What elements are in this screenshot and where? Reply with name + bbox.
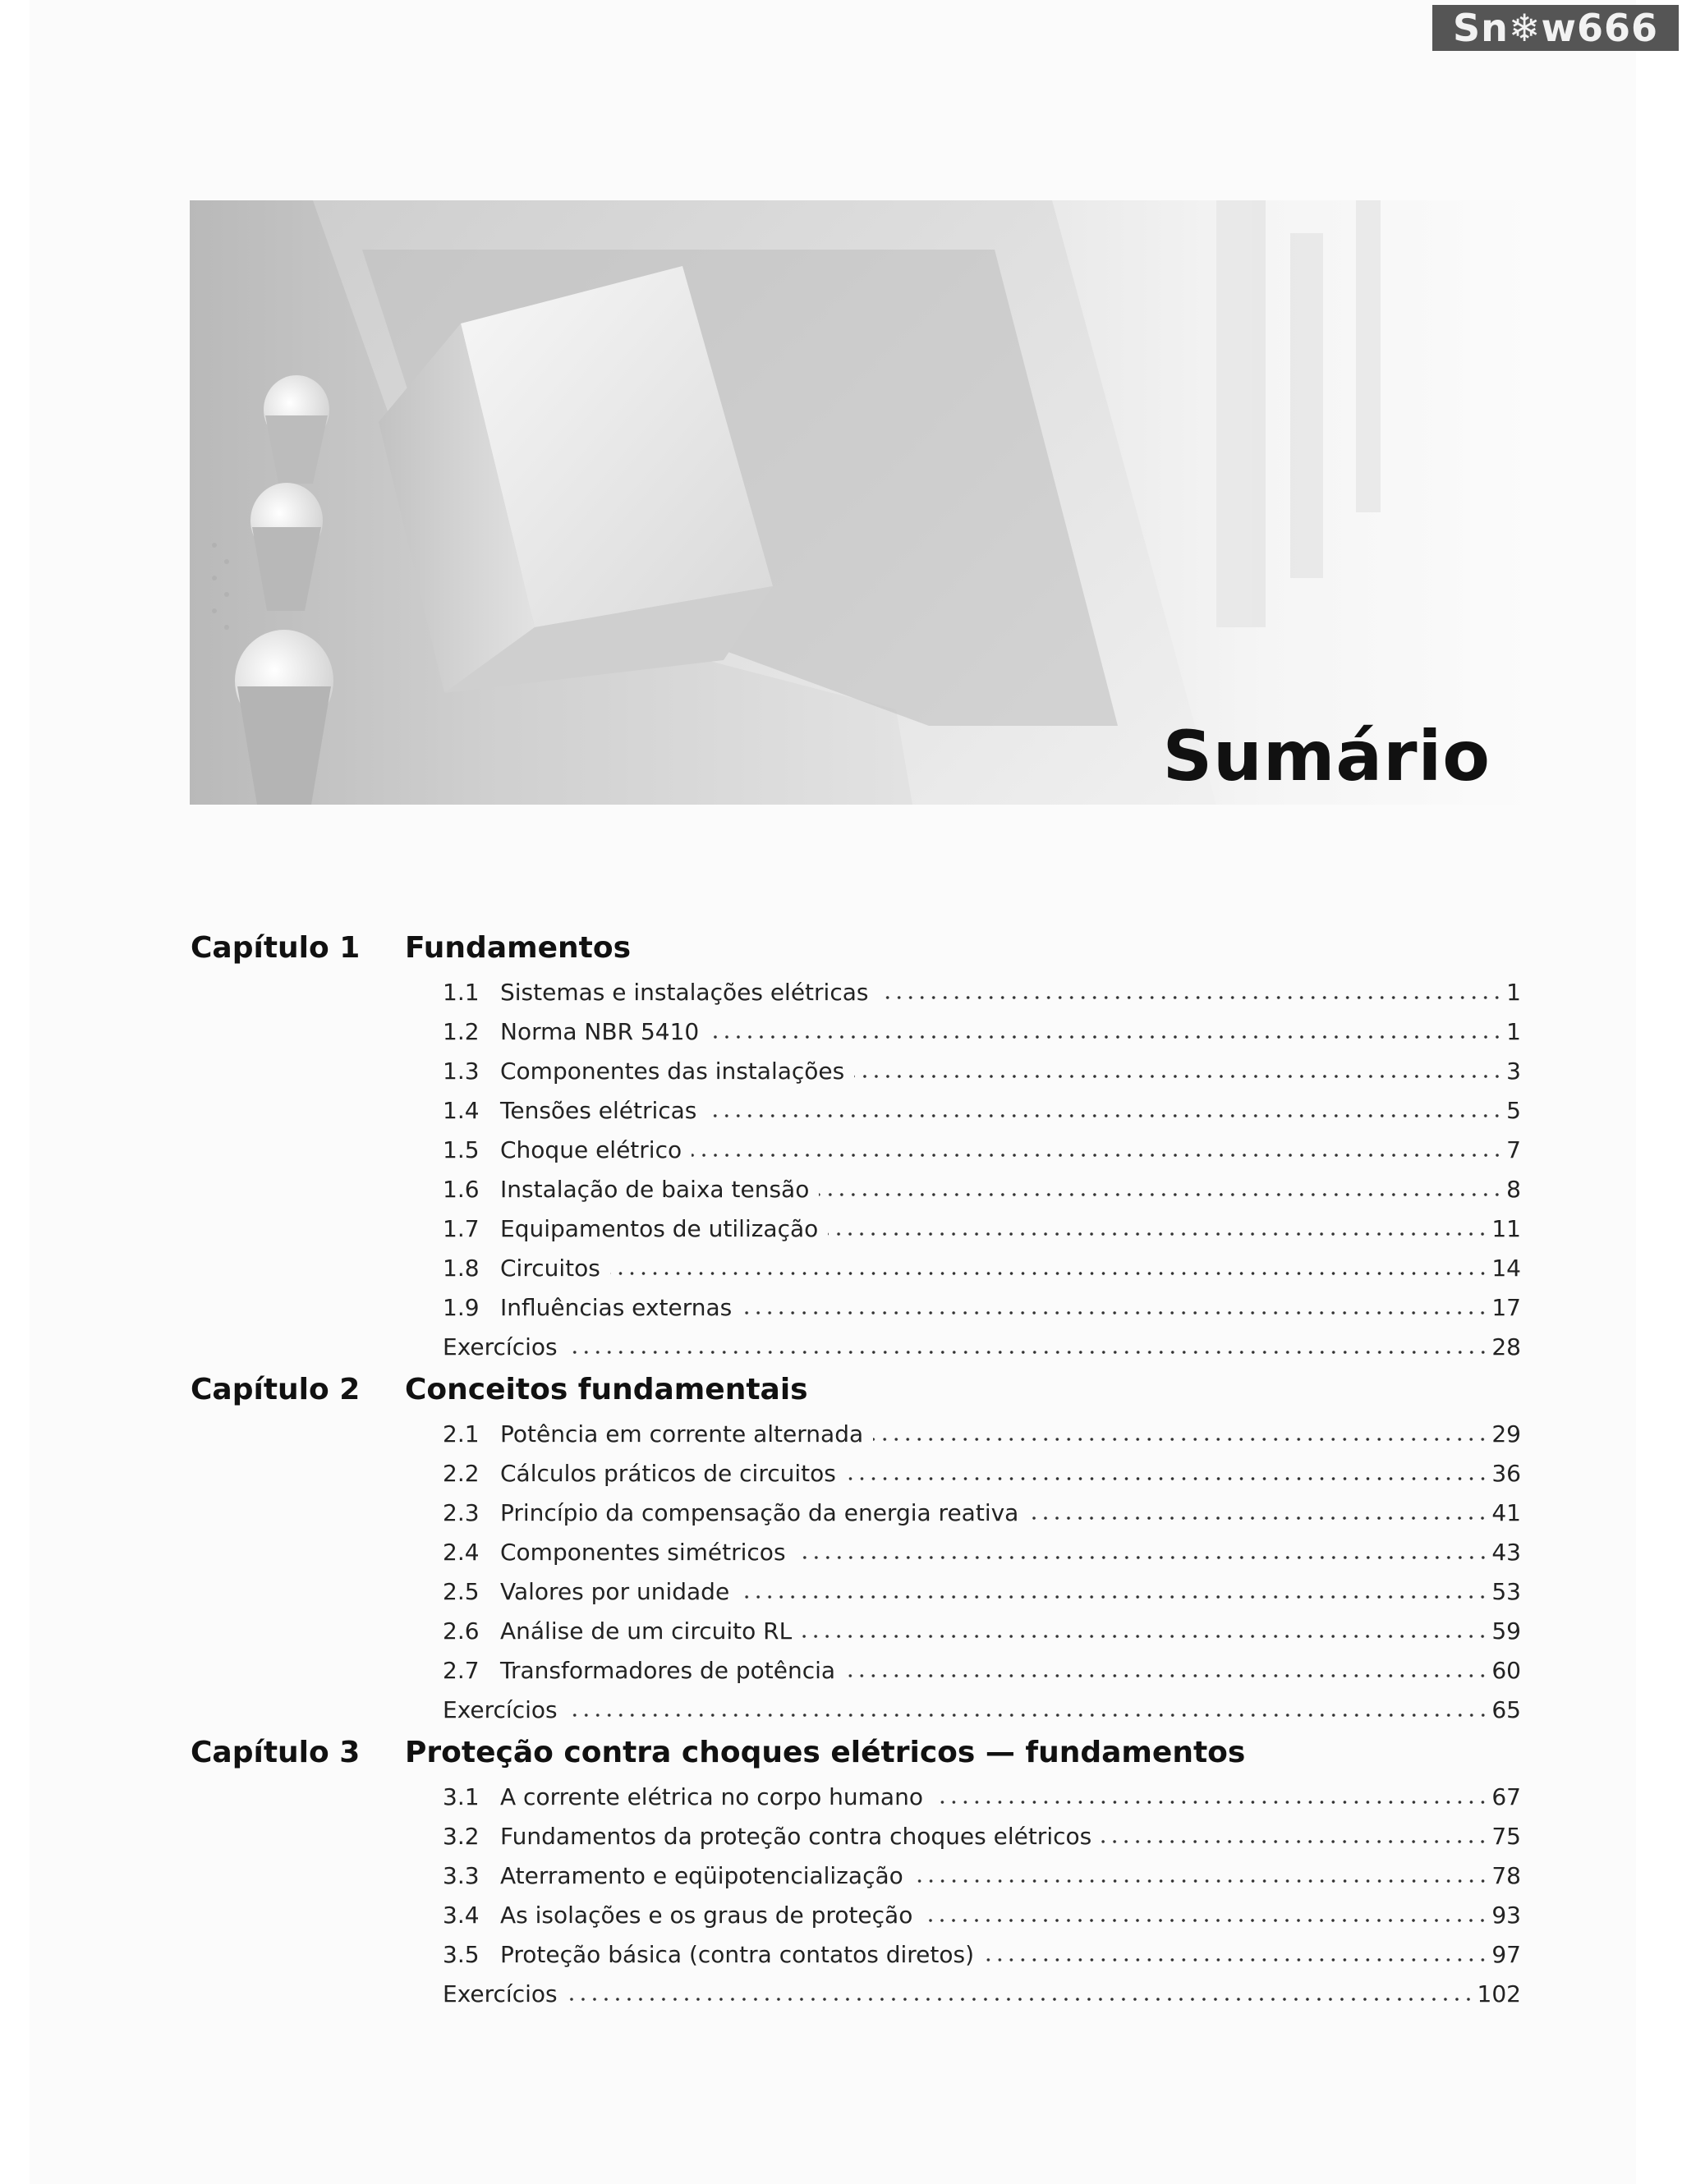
toc-entry[interactable]: [443, 1611, 1521, 1650]
dot-leader: [739, 1595, 1488, 1599]
toc-entry[interactable]: [443, 1777, 1521, 1816]
dot-leader: [610, 1272, 1489, 1275]
entry-title: Sistemas e instalações elétricas: [500, 978, 869, 1006]
dot-leader: [802, 1635, 1488, 1638]
toc-entry[interactable]: [443, 1169, 1521, 1209]
toc-entry-exercises[interactable]: [443, 1690, 1521, 1729]
entry-number: 1.4: [443, 1096, 480, 1124]
entry-page: 60: [1491, 1656, 1521, 1684]
toc-entry[interactable]: [443, 1571, 1521, 1611]
entry-page: 43: [1491, 1538, 1521, 1566]
entry-number: 2.6: [443, 1617, 480, 1645]
entry-title: Tensões elétricas: [500, 1096, 697, 1124]
entry-page: 1: [1506, 1017, 1521, 1045]
toc-entry[interactable]: [443, 1934, 1521, 1974]
entry-number: 2.2: [443, 1459, 480, 1487]
toc-entry[interactable]: [443, 1130, 1521, 1169]
entry-page: 1: [1506, 978, 1521, 1006]
dot-leader: [854, 1075, 1503, 1078]
toc-entry[interactable]: [443, 1287, 1521, 1327]
toc-entry[interactable]: [443, 1453, 1521, 1493]
entry-number: 1.7: [443, 1214, 480, 1242]
dot-leader: [568, 1351, 1489, 1354]
entry-page: 36: [1491, 1459, 1521, 1487]
dot-leader: [873, 1438, 1488, 1441]
entry-page: 102: [1477, 1980, 1521, 2007]
chapter-label: Capítulo 3: [191, 1736, 361, 1769]
dot-leader: [819, 1193, 1503, 1196]
entry-number: 1.5: [443, 1136, 480, 1163]
entry-number: 3.4: [443, 1901, 480, 1929]
dot-leader: [1028, 1516, 1488, 1520]
entry-page: 97: [1491, 1940, 1521, 1968]
entry-number: 1.8: [443, 1254, 480, 1282]
dot-leader: [984, 1958, 1488, 1961]
dot-leader: [706, 1114, 1503, 1117]
dot-leader: [742, 1311, 1488, 1315]
toc-entry[interactable]: [443, 1414, 1521, 1453]
toc-entry[interactable]: [443, 1532, 1521, 1571]
entry-number: 1.6: [443, 1175, 480, 1203]
toc-entry[interactable]: [443, 1209, 1521, 1248]
chapter-banner: [190, 200, 1533, 805]
entry-title: Exercícios: [443, 1333, 558, 1360]
entry-page: 29: [1491, 1420, 1521, 1448]
entry-page: 41: [1491, 1498, 1521, 1526]
chapter-label: Capítulo 2: [191, 1373, 361, 1406]
entry-title: Influências externas: [500, 1293, 733, 1321]
entry-page: 75: [1491, 1822, 1521, 1850]
entry-title: Valores por unidade: [500, 1577, 730, 1605]
dot-leader: [796, 1556, 1489, 1559]
entry-number: 3.2: [443, 1822, 480, 1850]
toc-entry[interactable]: [443, 1012, 1521, 1051]
dot-leader: [913, 1879, 1489, 1883]
dot-leader: [709, 1035, 1503, 1039]
watermark-logo: Sn❄w666: [1432, 5, 1679, 51]
entry-page: 65: [1491, 1695, 1521, 1723]
entry-title: As isolações e os graus de proteção: [500, 1901, 913, 1929]
table-of-contents: [191, 925, 1521, 2013]
chapter-label: Capítulo 1: [191, 931, 361, 965]
entry-title: Componentes simétricos: [500, 1538, 786, 1566]
entry-number: 3.1: [443, 1783, 480, 1810]
entry-page: 67: [1491, 1783, 1521, 1810]
entry-number: 3.5: [443, 1940, 480, 1968]
chapter-title: Proteção contra choques elétricos — fundamentos: [405, 1736, 1246, 1769]
chapter-1: [191, 925, 1521, 1366]
entry-number: 1.1: [443, 978, 480, 1006]
entry-number: 2.5: [443, 1577, 480, 1605]
entry-number: 2.7: [443, 1656, 480, 1684]
banner-illustration: [190, 200, 1533, 805]
toc-entry-exercises[interactable]: [443, 1974, 1521, 2013]
chapter-2: [191, 1366, 1521, 1729]
entry-page: 11: [1491, 1214, 1521, 1242]
entry-page: 28: [1491, 1333, 1521, 1360]
entry-page: 78: [1491, 1861, 1521, 1889]
entry-page: 93: [1491, 1901, 1521, 1929]
toc-entry[interactable]: [443, 1650, 1521, 1690]
entry-title: Transformadores de potência: [500, 1656, 836, 1684]
toc-entry[interactable]: [443, 1895, 1521, 1934]
chapter-heading: [191, 1366, 1521, 1414]
entry-page: 5: [1506, 1096, 1521, 1124]
entry-title: Instalação de baixa tensão: [500, 1175, 810, 1203]
toc-entry[interactable]: [443, 1816, 1521, 1856]
toc-entry[interactable]: [443, 1051, 1521, 1090]
entry-title: Princípio da compensação da energia reativa: [500, 1498, 1019, 1526]
entry-title: Aterramento e eqüipotencialização: [500, 1861, 903, 1889]
dot-leader: [846, 1477, 1489, 1480]
toc-entry[interactable]: [443, 1856, 1521, 1895]
dot-leader: [878, 996, 1503, 999]
entry-number: 2.1: [443, 1420, 480, 1448]
dot-leader: [828, 1232, 1488, 1236]
entry-page: 14: [1491, 1254, 1521, 1282]
entry-title: Circuitos: [500, 1254, 600, 1282]
entry-title: Potência em corrente alternada: [500, 1420, 864, 1448]
page-title: Sumário: [1162, 716, 1491, 796]
entry-number: 3.3: [443, 1861, 480, 1889]
toc-entry[interactable]: [443, 1248, 1521, 1287]
entry-number: 1.3: [443, 1057, 480, 1085]
dot-leader: [568, 1998, 1474, 2001]
entry-title: Exercícios: [443, 1695, 558, 1723]
entry-title: Componentes das instalações: [500, 1057, 845, 1085]
entry-page: 3: [1506, 1057, 1521, 1085]
toc-entry-exercises[interactable]: [443, 1327, 1521, 1366]
dot-leader: [922, 1919, 1488, 1922]
entry-title: Proteção básica (contra contatos diretos): [500, 1940, 975, 1968]
entry-title: Equipamentos de utilização: [500, 1214, 819, 1242]
entry-page: 53: [1491, 1577, 1521, 1605]
entry-title: Choque elétrico: [500, 1136, 682, 1163]
entry-page: 7: [1506, 1136, 1521, 1163]
entry-title: Cálculos práticos de circuitos: [500, 1459, 836, 1487]
entry-number: 2.3: [443, 1498, 480, 1526]
chapter-title: Conceitos fundamentais: [405, 1373, 808, 1406]
entry-page: 17: [1491, 1293, 1521, 1321]
chapter-3: [191, 1729, 1521, 2013]
entry-number: 1.2: [443, 1017, 480, 1045]
dot-leader: [1101, 1840, 1488, 1843]
dot-leader: [692, 1154, 1503, 1157]
chapter-title: Fundamentos: [405, 931, 632, 965]
chapter-heading: [191, 925, 1521, 972]
dot-leader: [568, 1714, 1489, 1717]
dot-leader: [933, 1801, 1488, 1804]
entry-title: Fundamentos da proteção contra choques elétricos: [500, 1822, 1092, 1850]
entry-number: 1.9: [443, 1293, 480, 1321]
entry-page: 8: [1506, 1175, 1521, 1203]
toc-entry[interactable]: [443, 972, 1521, 1012]
toc-entry[interactable]: [443, 1090, 1521, 1130]
entry-number: 2.4: [443, 1538, 480, 1566]
entry-title: Análise de um circuito RL: [500, 1617, 793, 1645]
chapter-heading: [191, 1729, 1521, 1777]
toc-entry[interactable]: [443, 1493, 1521, 1532]
entry-title: A corrente elétrica no corpo humano: [500, 1783, 923, 1810]
entry-page: 59: [1491, 1617, 1521, 1645]
dot-leader: [845, 1674, 1488, 1677]
entry-title: Exercícios: [443, 1980, 558, 2007]
entry-title: Norma NBR 5410: [500, 1017, 700, 1045]
